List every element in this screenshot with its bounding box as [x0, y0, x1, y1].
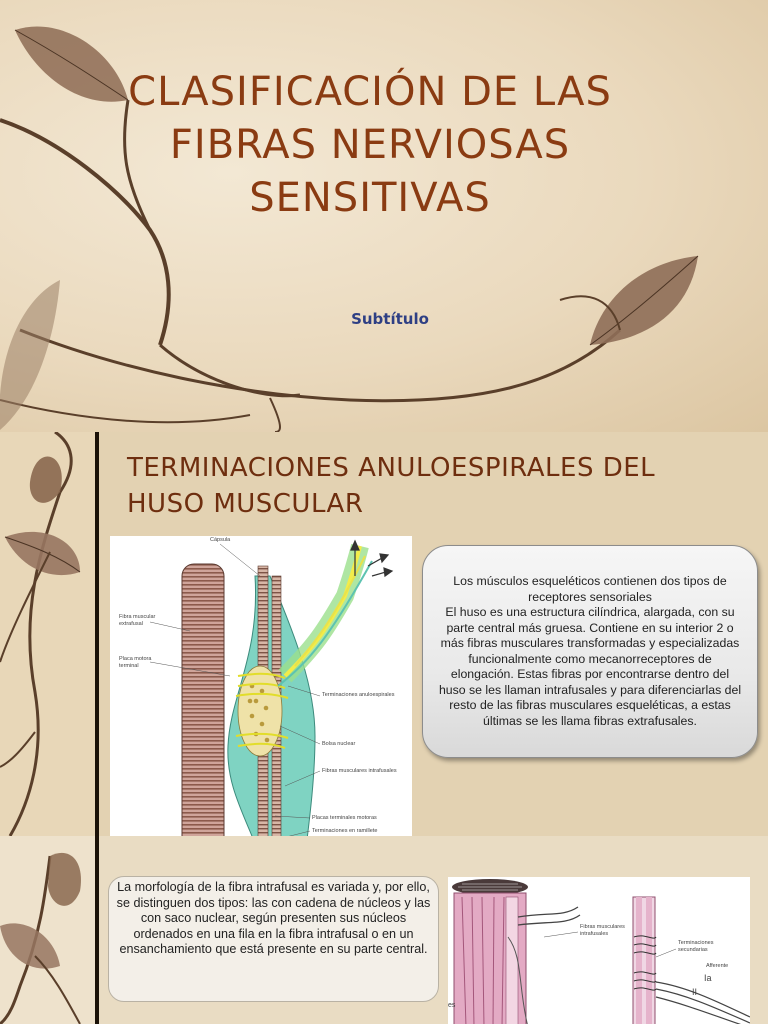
description-paragraph: La morfología de la fibra intrafusal es variada y, por ello, se distinguen dos tipos: las con cadena de núcleos y las con saco nuclear, según presenten sus núcleos ordenados en una fila en la fibra intrafusal o en un ensanchamiento que está presente en su parte central.	[116, 880, 431, 956]
title-line: SENSITIVAS	[249, 175, 491, 221]
description-line: Los músculos esqueléticos contienen dos tipos de receptores sensoriales	[453, 574, 727, 604]
intrafusal-label: Fibras musculares intrafusales	[580, 924, 625, 937]
capsule-label: Cápsula	[210, 537, 231, 543]
spindle-description-box	[422, 545, 758, 758]
annulospiral-label: Terminaciones anuloespirales	[322, 692, 395, 698]
extrafusal-label: Fibra muscular extrafusal	[119, 614, 156, 627]
title-line: TERMINACIONES ANULOESPIRALES DEL	[127, 453, 656, 483]
nuclear-bag-label: Bolsa nuclear	[322, 741, 356, 747]
slide-title	[127, 450, 747, 522]
leaf-decoration	[0, 836, 95, 1024]
motor-plates-label: Placas terminales motoras	[312, 815, 377, 821]
title-line: CLASIFICACIÓN DE LAS	[128, 69, 612, 115]
main-title	[110, 66, 630, 225]
leaf-decoration	[0, 432, 95, 836]
vertical-divider	[95, 836, 99, 1024]
secondary-endings-label: Terminaciones secundarias	[678, 940, 714, 953]
motor-plate-label: Placa motora terminal	[119, 656, 152, 669]
intrafusal-description-box	[108, 876, 439, 1002]
subtitle: Subtítulo	[351, 310, 429, 328]
title-line: HUSO MUSCULAR	[127, 489, 364, 519]
ia-label: Ia	[704, 973, 712, 983]
intrafusal-label: Fibras musculares intrafusales	[322, 768, 397, 774]
afferent-label: Afferente	[706, 963, 729, 969]
content-slide-intrafusal	[0, 836, 768, 1024]
spindle-illustration	[110, 536, 412, 836]
vertical-divider	[95, 432, 99, 836]
content-slide-huso	[0, 432, 768, 836]
ii-label: II	[692, 987, 698, 997]
spray-endings-label: Terminaciones en ramillete	[312, 828, 378, 834]
intrafusal-fibers-figure	[448, 877, 750, 1024]
edge-label: es	[448, 1002, 456, 1009]
muscle-spindle-figure	[110, 536, 412, 836]
title-slide	[0, 0, 768, 432]
title-line: FIBRAS NERVIOSAS	[169, 122, 571, 168]
description-paragraph: El huso es una estructura cilíndrica, alargada, con su parte central más gruesa. Contiene en su interior 2 o más fibras musculares transformadas y especializadas funcionalmente como mecanorreceptores de elongación. Estas fibras por encontrarse dentro del huso se les llaman intrafusales y para diferenciarlas del resto de las fibras musculares esqueléticas, a estas últimas se les llama fibras extrafusales.	[438, 605, 742, 728]
